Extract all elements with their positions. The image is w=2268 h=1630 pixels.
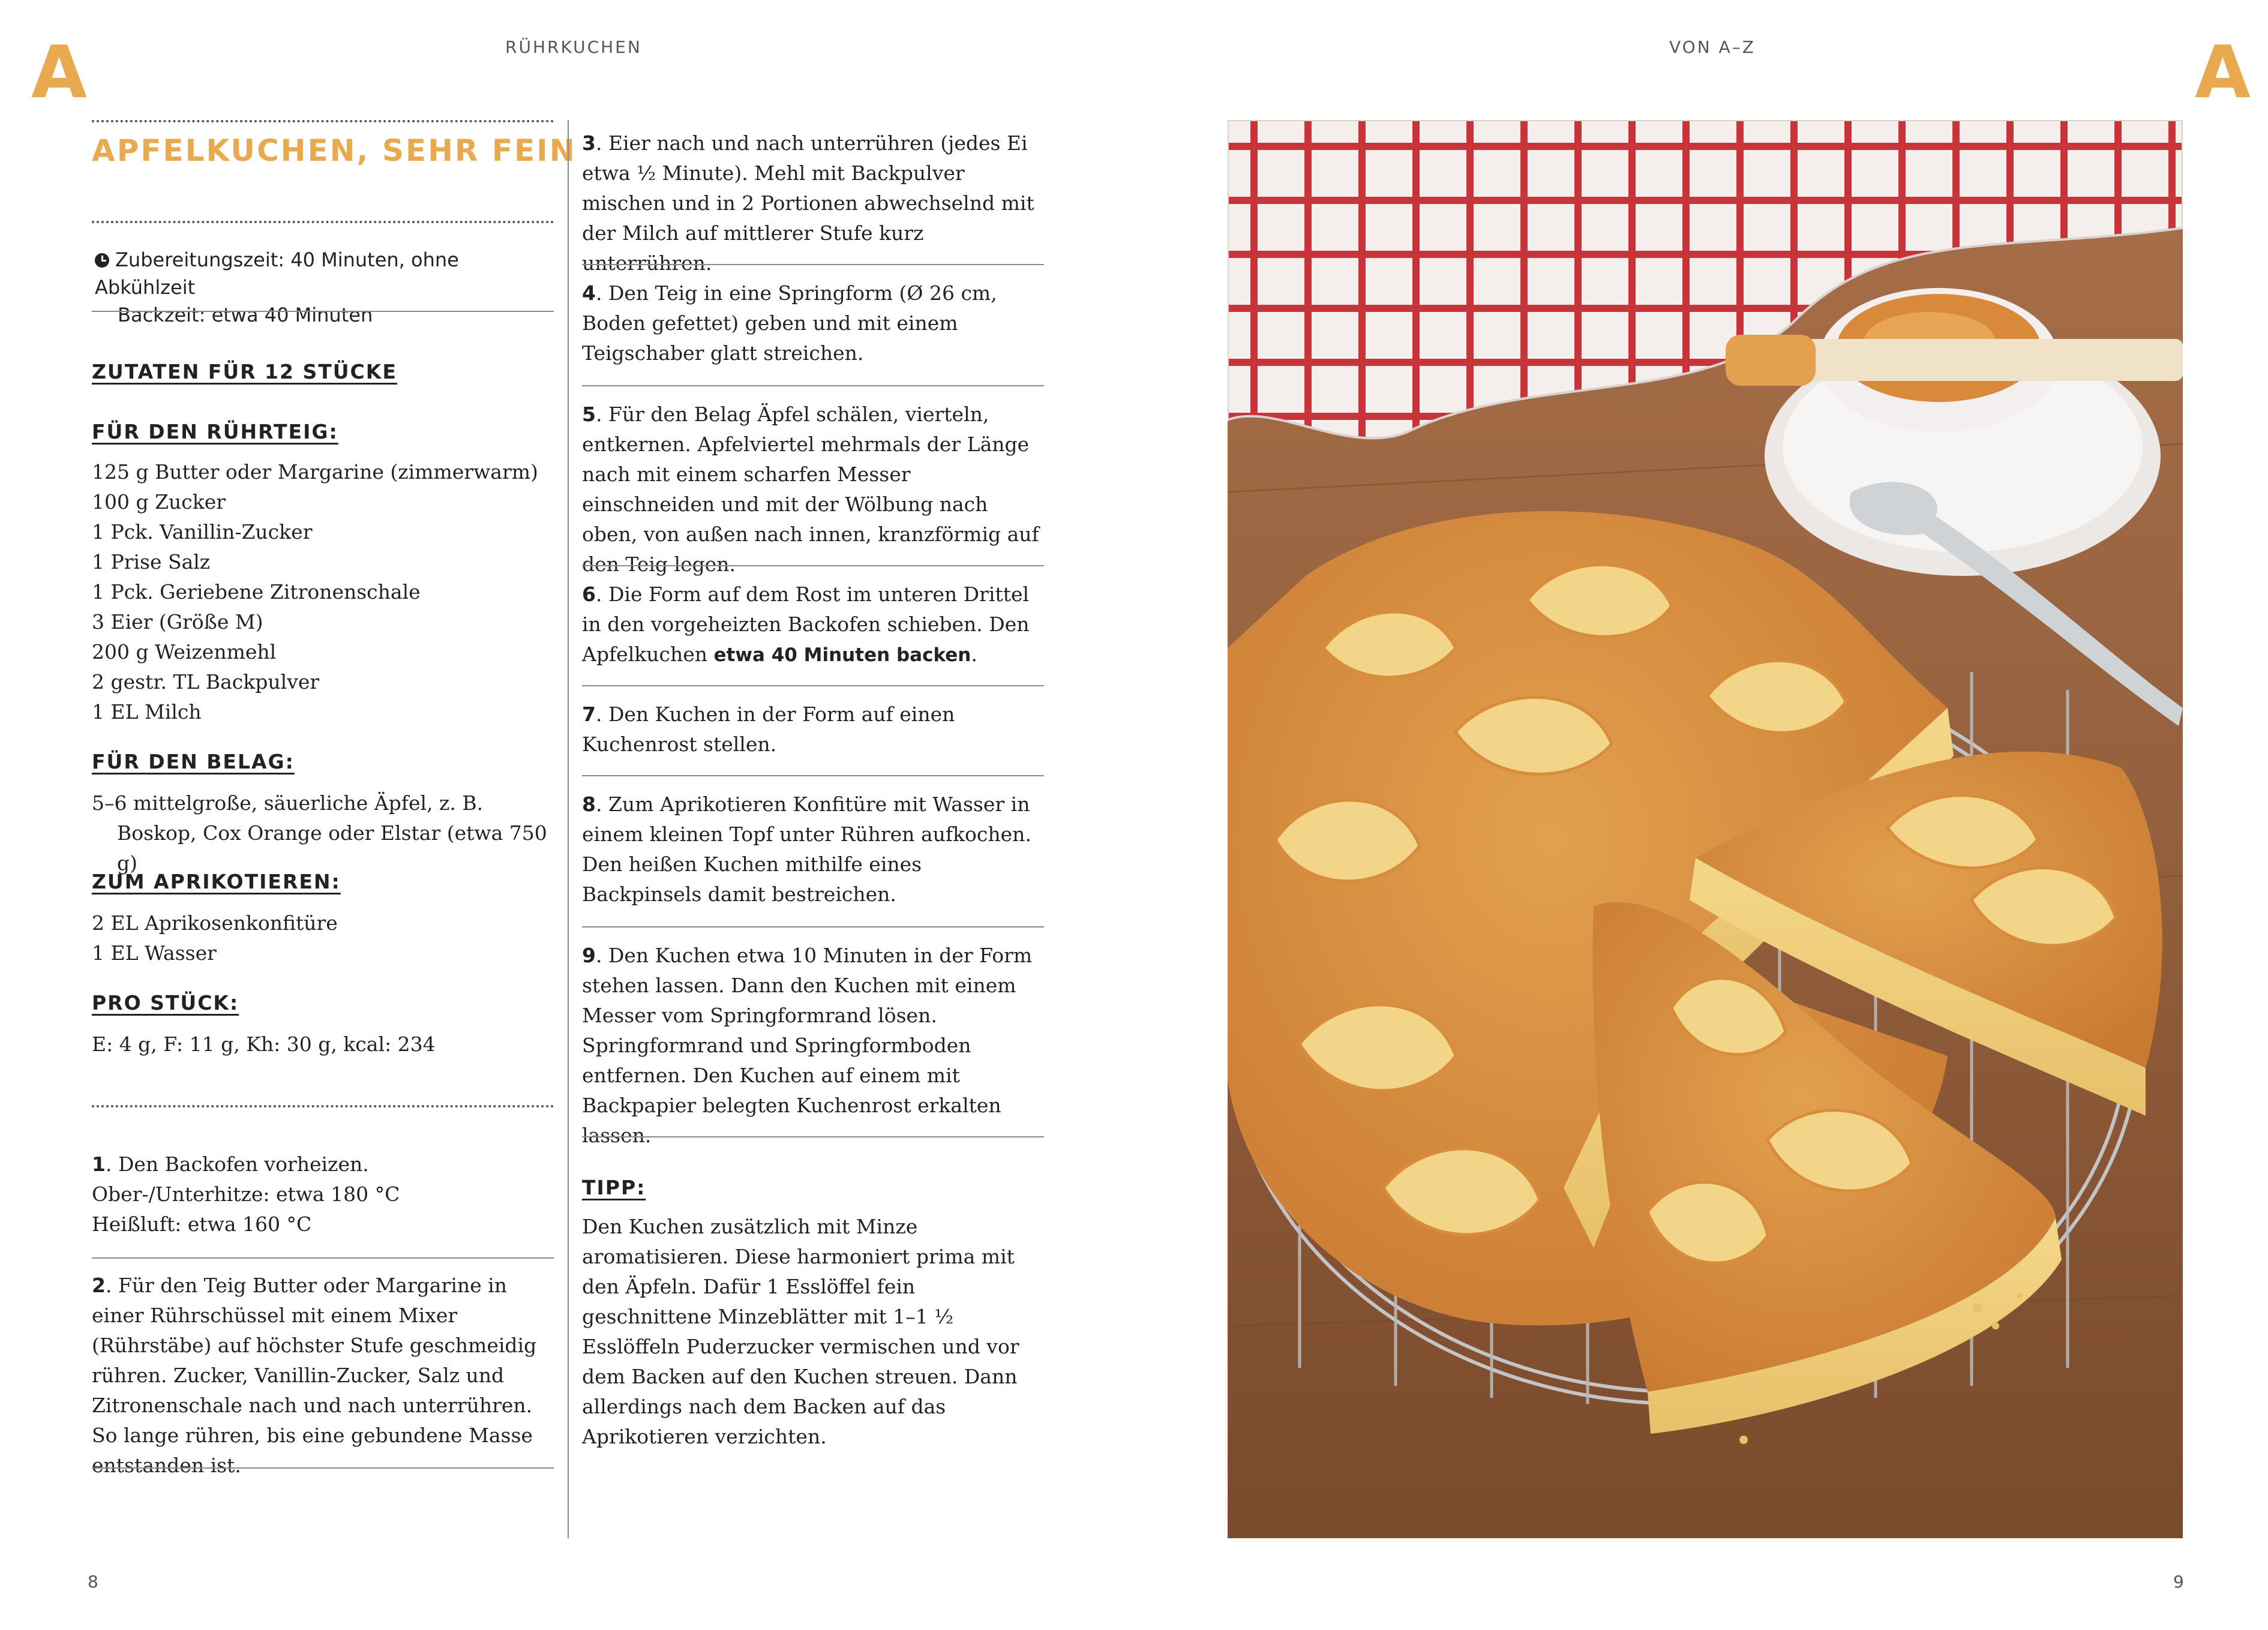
steps-rule: [92, 1105, 554, 1107]
step-8: [582, 790, 1044, 909]
ingredient-item: 3 Eier (Größe M): [92, 610, 263, 634]
page-number-left: 8: [88, 1572, 98, 1592]
bake-time: Backzeit: etwa 40 Minuten: [118, 304, 373, 326]
ingredient-item: 1 EL Wasser: [92, 941, 217, 965]
step-text: . Den Teig in eine Springform (Ø 26 cm, Boden gefettet) geben und mit einem Teigschaber glatt streichen.: [582, 281, 997, 365]
ingredient-item: 200 g Weizenmehl: [92, 640, 277, 664]
glaze-ingredient-list: [92, 908, 554, 968]
step-number: 6: [582, 583, 596, 606]
step-text-end: .: [971, 643, 977, 666]
divider: [582, 1136, 1044, 1137]
page-number-right: 9: [2173, 1572, 2184, 1592]
step-9: [582, 941, 1044, 1151]
step-4: [582, 278, 1044, 368]
step-text: . Die Form auf dem Rost im unteren Drittel in den vorgeheizten Backofen schieben. Den Apfelkuchen: [582, 583, 1030, 666]
nutrition-heading: PRO STÜCK:: [92, 991, 239, 1014]
divider: [92, 1467, 554, 1469]
running-head-right: VON A–Z: [1669, 37, 1756, 57]
ingredient-item: 1 Pck. Geriebene Zitronenschale: [92, 580, 421, 604]
time-info: [95, 246, 557, 329]
dough-ingredient-list: [92, 457, 554, 727]
step-text: . Zum Aprikotieren Konfitüre mit Wasser in einem kleinen Topf unter Rühren aufkochen. Den heißen Kuchen mithilfe eines Backpinsels damit bestreichen.: [582, 793, 1031, 906]
ingredient-item: 1 EL Milch: [92, 700, 202, 724]
step-text: . Den Kuchen in der Form auf einen Kuchenrost stellen.: [582, 703, 955, 756]
prep-time: Zubereitungszeit: 40 Minuten, ohne Abkühlzeit: [95, 248, 459, 299]
alphabet-marker-left: A: [31, 31, 87, 115]
step-number: 2: [92, 1274, 106, 1297]
step-number: 9: [582, 944, 596, 967]
recipe-title: APFELKUCHEN, SEHR FEIN: [92, 133, 577, 168]
step-text: . Für den Teig Butter oder Margarine in einer Rührschüssel mit einem Mixer (Rührstäbe) auf höchster Stufe geschmeidig rühren. Zucker, Vanillin-Zucker, Salz und Zitronenschale nach und nach unterrühren. So lange rühren, bis eine gebundene Masse entstanden ist.: [92, 1274, 537, 1477]
step-number: 1: [92, 1152, 106, 1176]
clock-icon: [95, 253, 109, 268]
step-3: [582, 128, 1044, 278]
ingredient-item: 125 g Butter oder Margarine (zimmerwarm): [92, 460, 538, 484]
step-text: Ober-/Unterhitze: etwa 180 °C: [92, 1182, 400, 1206]
divider: [582, 385, 1044, 386]
ingredient-item: 2 gestr. TL Backpulver: [92, 670, 320, 694]
step-text: . Für den Belag Äpfel schälen, vierteln, entkernen. Apfelviertel mehrmals der Länge nach mit einem scharfen Messer einschneiden und mit der Wölbung nach oben, von außen nach innen, kranzförmig auf den Teig legen.: [582, 403, 1039, 576]
divider: [582, 565, 1044, 566]
step-text: Heißluft: etwa 160 °C: [92, 1212, 312, 1236]
step-7: [582, 700, 1044, 760]
dough-heading: FÜR DEN RÜHRTEIG:: [92, 420, 338, 443]
step-number: 4: [582, 281, 596, 305]
nutrition-values: E: 4 g, F: 11 g, Kh: 30 g, kcal: 234: [92, 1032, 436, 1056]
ingredient-item: 1 Prise Salz: [92, 550, 211, 574]
column-divider: [568, 120, 569, 1538]
step-text: . Eier nach und nach unterrühren (jedes Ei etwa ½ Minute). Mehl mit Backpulver mischen und in 2 Portionen abwechselnd mit der Milch auf mittlerer Stufe kurz unterrühren.: [582, 131, 1034, 275]
step-number: 5: [582, 403, 596, 426]
apple-cake-photo: [1228, 120, 2183, 1538]
step-text: . Den Backofen vorheizen.: [105, 1152, 369, 1176]
divider: [582, 685, 1044, 686]
topping-ingredient-list: [92, 788, 554, 878]
step-1: [92, 1149, 554, 1239]
tip-heading: TIPP:: [582, 1176, 646, 1199]
topping-heading: FÜR DEN BELAG:: [92, 750, 295, 773]
tip-text: Den Kuchen zusätzlich mit Minze aromatisieren. Diese harmoniert prima mit den Äpfeln. Dafür 1 Esslöffel fein geschnittene Minzeblätter mit 1–1 ½ Esslöffeln Puderzucker vermischen und vor dem Backen auf den Kuchen streuen. Dann allerdings nach dem Backen auf das Aprikotieren verzichten.: [582, 1215, 1019, 1448]
divider: [582, 264, 1044, 265]
ingredient-item: 100 g Zucker: [92, 490, 226, 514]
glaze-heading: ZUM APRIKOTIEREN:: [92, 870, 341, 893]
step-number: 3: [582, 131, 596, 155]
alphabet-marker-right: A: [2195, 31, 2251, 115]
title-rule-top: [92, 120, 554, 122]
step-5: [582, 400, 1044, 580]
step-text: . Den Kuchen etwa 10 Minuten in der Form stehen lassen. Dann den Kuchen mit einem Messer vom Springformrand lösen. Springformrand und Springformboden entfernen. Den Kuchen auf einem mit Backpapier belegten Kuchenrost erkalten lassen.: [582, 944, 1033, 1147]
title-rule-bottom: [92, 221, 554, 223]
divider: [582, 775, 1044, 776]
step-number: 7: [582, 703, 596, 726]
step-2: [92, 1271, 554, 1481]
ingredient-item: 2 EL Aprikosenkonfitüre: [92, 911, 338, 935]
ingredient-item: 1 Pck. Vanillin-Zucker: [92, 520, 313, 544]
divider: [92, 311, 554, 312]
divider: [92, 1257, 554, 1259]
step-6: [582, 580, 1044, 670]
running-head-left: RÜHRKUCHEN: [505, 37, 642, 57]
ingredient-item: 5–6 mittelgroße, säuerliche Äpfel, z. B. Boskop, Cox Orange oder Elstar (etwa 750 g): [92, 791, 547, 875]
ingredients-heading: ZUTATEN FÜR 12 STÜCKE: [92, 360, 397, 383]
step-number: 8: [582, 793, 596, 816]
divider: [582, 926, 1044, 927]
step-emphasis: etwa 40 Minuten backen: [713, 644, 971, 666]
